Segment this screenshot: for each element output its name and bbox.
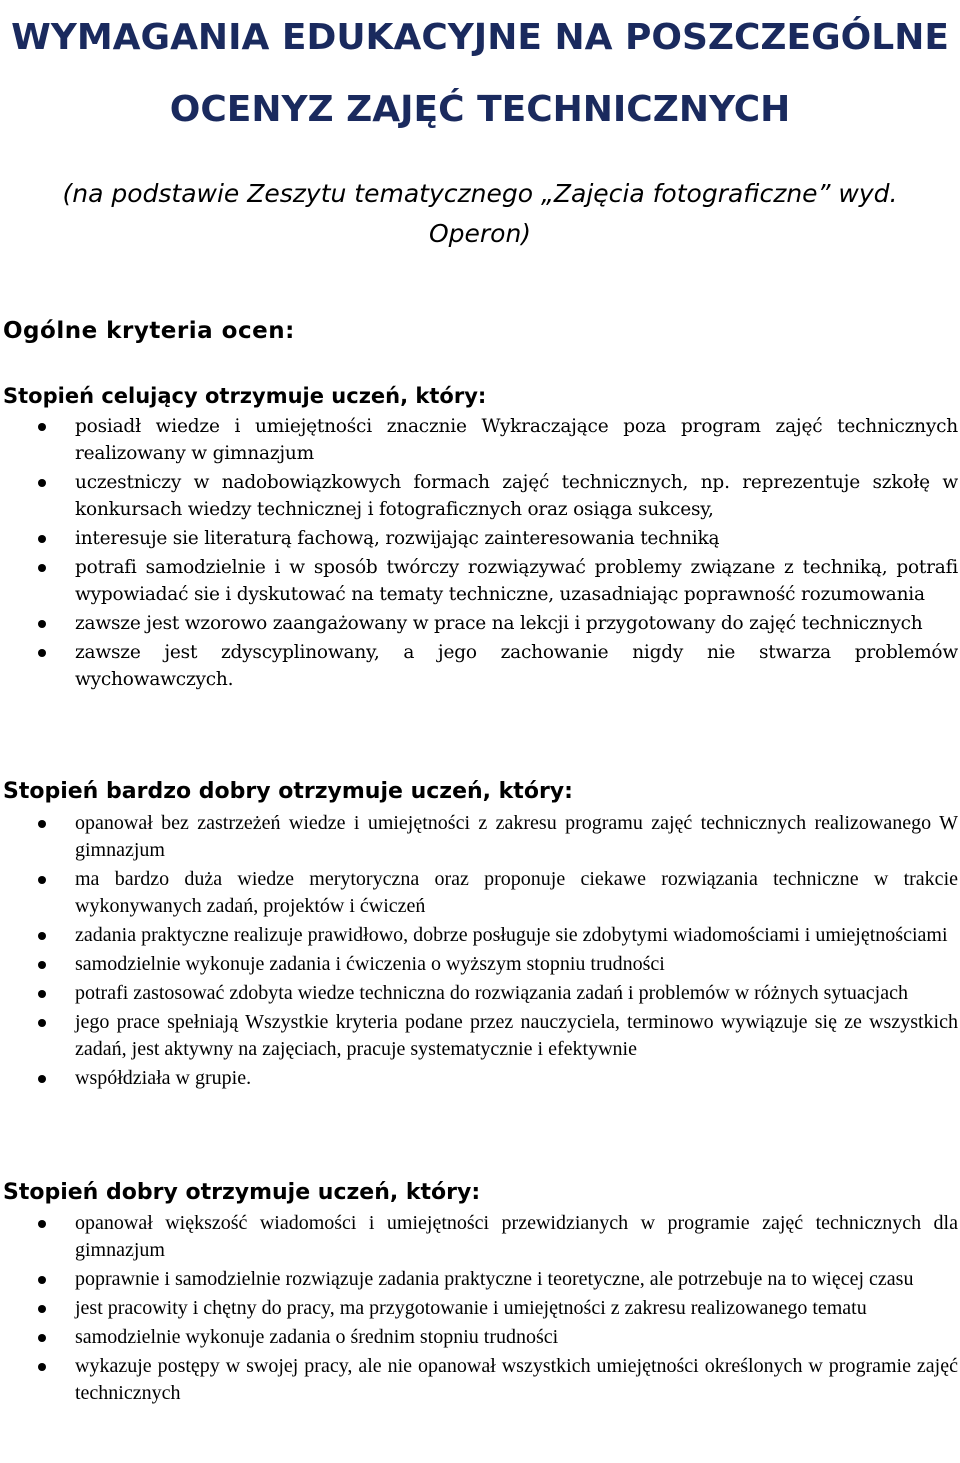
- bullet-icon: [38, 535, 46, 543]
- list-item: wykazuje postępy w swojej pracy, ale nie opanował wszystkich umiejętności określonych w programie zajęć technicznych: [0, 1353, 958, 1407]
- bullet-icon: [38, 1075, 46, 1083]
- list-item: jego prace spełniają Wszystkie kryteria podane przez nauczyciela, terminowo wywiązuje się ze wszystkich zadań, jest aktywny na zajęciach, pracuje systematycznie i efektywnie: [0, 1009, 958, 1063]
- list-item: uczestniczy w nadobowiązkowych formach zajęć technicznych, np. reprezentuje szkołę w konkursach wiedzy technicznej i fotograficznych oraz osiąga sukcesy,: [0, 469, 958, 523]
- criteria-list-bardzo-dobry: [0, 810, 958, 1094]
- list-item: samodzielnie wykonuje zadania o średnim stopniu trudności: [0, 1324, 958, 1351]
- list-item: samodzielnie wykonuje zadania i ćwiczenia o wyższym stopniu trudności: [0, 951, 958, 978]
- list-item: zadania praktyczne realizuje prawidłowo, dobrze posługuje sie zdobytymi wiadomościami i umiejętnościami: [0, 922, 958, 949]
- bullet-icon: [38, 423, 46, 431]
- list-item: poprawnie i samodzielnie rozwiązuje zadania praktyczne i teoretyczne, ale potrzebuje na to więcej czasu: [0, 1266, 958, 1293]
- bullet-icon: [38, 961, 46, 969]
- section-heading-dobry: Stopień dobry otrzymuje uczeń, który:: [3, 1180, 481, 1205]
- bullet-icon: [38, 479, 46, 487]
- list-item: opanował większość wiadomości i umiejętności przewidzianych w programie zajęć technicznych dla gimnazjum: [0, 1210, 958, 1264]
- list-item: posiadł wiedze i umiejętności znacznie Wykraczające poza program zajęć technicznych realizowany w gimnazjum: [0, 413, 958, 467]
- list-item: zawsze jest zdyscyplinowany, a jego zachowanie nigdy nie stwarza problemów wychowawczych.: [0, 639, 958, 693]
- bullet-icon: [38, 990, 46, 998]
- bullet-icon: [38, 1220, 46, 1228]
- list-item: ma bardzo duża wiedze merytoryczna oraz proponuje ciekawe rozwiązania techniczne w trakcie wykonywanych zadań, projektów i ćwiczeń: [0, 866, 958, 920]
- criteria-list-dobry: [0, 1210, 958, 1409]
- section-heading-celujacy: Stopień celujący otrzymuje uczeń, który:: [3, 384, 487, 408]
- bullet-icon: [38, 1363, 46, 1371]
- bullet-icon: [38, 820, 46, 828]
- bullet-icon: [38, 1276, 46, 1284]
- list-item: potrafi zastosować zdobyta wiedze techniczna do rozwiązania zadań i problemów w różnych sytuacjach: [0, 980, 958, 1007]
- criteria-list-celujacy: [0, 413, 958, 695]
- bullet-icon: [38, 620, 46, 628]
- list-item: potrafi samodzielnie i w sposób twórczy rozwiązywać problemy związane z techniką, potrafi wypowiadać sie i dyskutować na tematy techniczne, uzasadniając poprawność rozumowania: [0, 554, 958, 608]
- general-criteria-heading: Ogólne kryteria ocen:: [3, 318, 295, 344]
- list-item: jest pracowity i chętny do pracy, ma przygotowanie i umiejętności z zakresu realizowanego tematu: [0, 1295, 958, 1322]
- bullet-icon: [38, 1019, 46, 1027]
- document-title: WYMAGANIA EDUKACYJNE NA POSZCZEGÓLNE OCENYZ ZAJĘĆ TECHNICZNYCH: [11, 17, 949, 130]
- bullet-icon: [38, 1334, 46, 1342]
- bullet-icon: [38, 932, 46, 940]
- document-subtitle: (na podstawie Zeszytu tematycznego „Zajęcia fotograficzne” wyd. Operon): [62, 179, 898, 248]
- list-item: opanował bez zastrzeżeń wiedze i umiejętności z zakresu programu zajęć technicznych realizowanego W gimnazjum: [0, 810, 958, 864]
- bullet-icon: [38, 564, 46, 572]
- bullet-icon: [38, 649, 46, 657]
- bullet-icon: [38, 1305, 46, 1313]
- list-item: interesuje sie literaturą fachową, rozwijając zainteresowania techniką: [0, 525, 958, 552]
- list-item: współdziała w grupie.: [0, 1065, 958, 1092]
- section-heading-bardzo-dobry: Stopień bardzo dobry otrzymuje uczeń, który:: [3, 779, 573, 804]
- list-item: zawsze jest wzorowo zaangażowany w prace na lekcji i przygotowany do zajęć technicznych: [0, 610, 958, 637]
- bullet-icon: [38, 876, 46, 884]
